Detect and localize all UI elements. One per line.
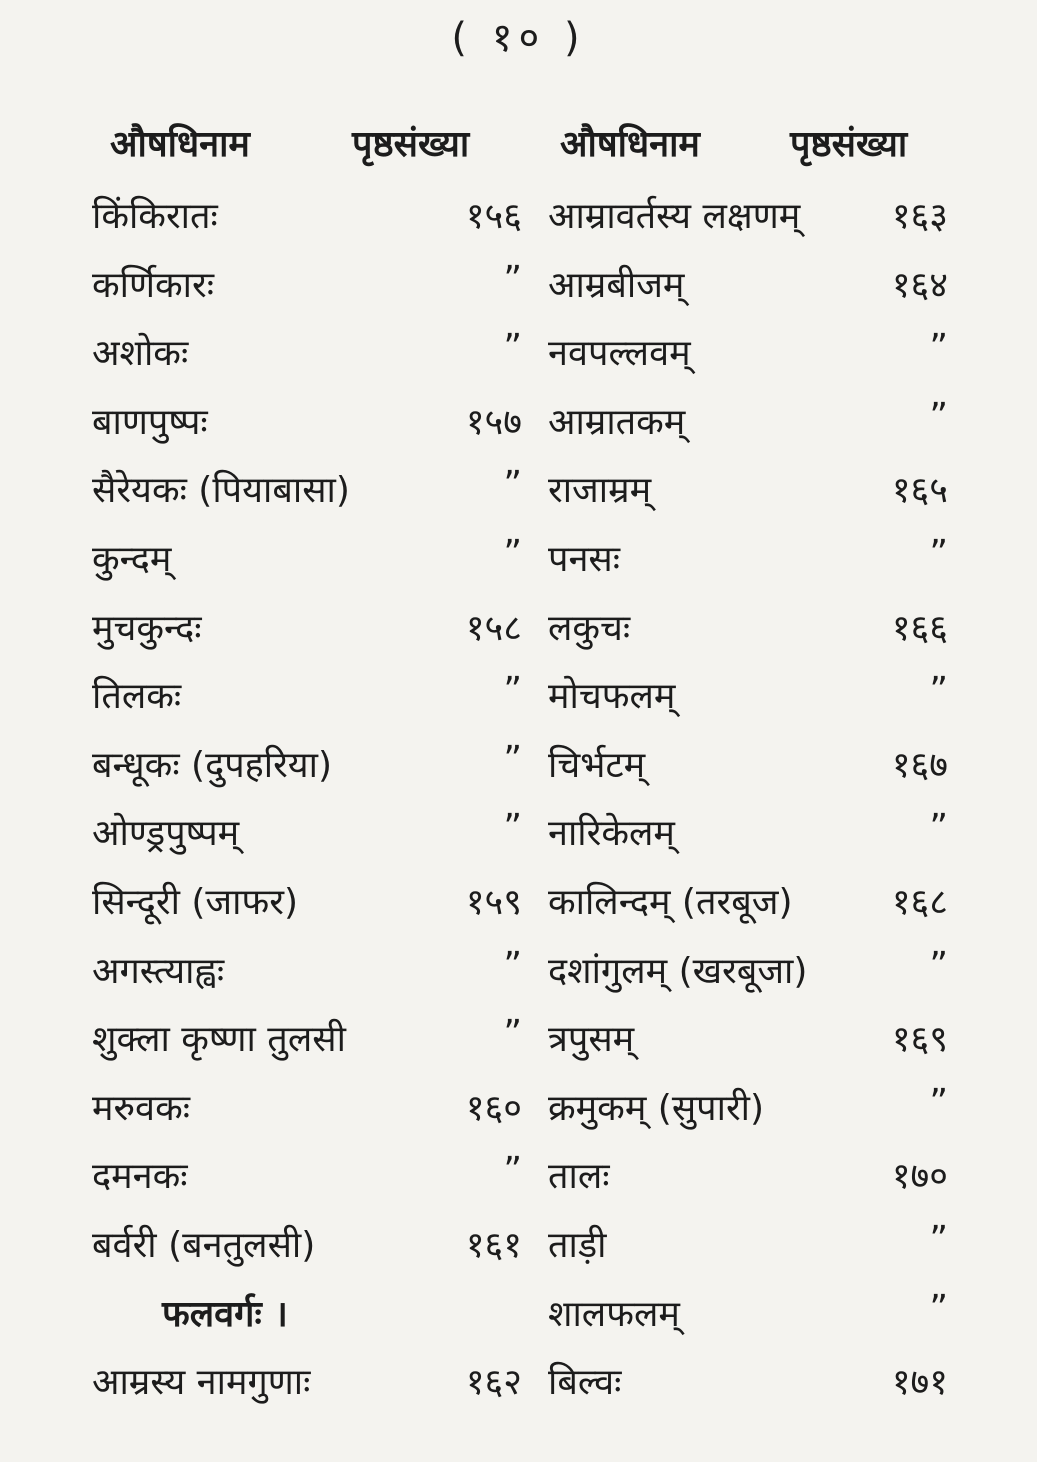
entry-name: कुन्दम् xyxy=(92,538,172,580)
entry-name: मोचफलम् xyxy=(548,676,676,718)
entry-name: चिर्भटम् xyxy=(548,744,646,786)
index-row xyxy=(92,945,522,1014)
entry-page-number: १७० xyxy=(891,1156,948,1198)
page-number: ( १० ) xyxy=(451,15,586,61)
index-row xyxy=(92,1356,522,1425)
header-right-name: औषधिनाम xyxy=(560,124,700,165)
entry-name: नारिकेलम् xyxy=(548,813,675,855)
entry-name: सिन्दूरी (जाफर) xyxy=(92,881,298,923)
entry-name: कर्णिकारः xyxy=(92,264,214,306)
index-row xyxy=(92,396,522,465)
index-row xyxy=(92,1288,522,1357)
entry-page-number: ” xyxy=(929,670,948,712)
index-row xyxy=(548,464,948,533)
entry-page-number: ” xyxy=(503,670,522,712)
entry-page-number: १६९ xyxy=(891,1019,948,1061)
index-row xyxy=(92,327,522,396)
entry-name: राजाम्रम् xyxy=(548,470,652,512)
index-row xyxy=(92,533,522,602)
entry-name: कालिन्दम् (तरबूज) xyxy=(548,881,793,923)
entry-name: दशांगुलम् (खरबूजा) xyxy=(548,950,808,992)
entry-page-number: ” xyxy=(929,1081,948,1123)
index-row xyxy=(548,876,948,945)
entry-page-number: १६५ xyxy=(891,470,948,512)
right-index-column xyxy=(548,190,948,1425)
entry-page-number: ” xyxy=(929,532,948,574)
entry-page-number: ” xyxy=(929,395,948,437)
entry-page-number: ” xyxy=(929,1218,948,1260)
index-row xyxy=(548,1219,948,1288)
entry-page-number: १६३ xyxy=(891,196,948,237)
index-row xyxy=(92,876,522,945)
left-index-column xyxy=(92,190,522,1425)
index-row xyxy=(548,1082,948,1151)
entry-page-number: १५९ xyxy=(465,881,522,923)
entry-name: त्रपुसम् xyxy=(548,1019,635,1061)
index-row xyxy=(548,1288,948,1357)
entry-name: ताड़ी xyxy=(548,1224,607,1266)
entry-name: बिल्वः xyxy=(548,1362,622,1404)
index-row xyxy=(548,807,948,876)
entry-name: किंकिरातः xyxy=(92,196,218,237)
entry-name: आम्रावर्तस्य लक्षणम् xyxy=(548,196,801,237)
entry-name: मरुवकः xyxy=(92,1087,190,1129)
index-row xyxy=(92,739,522,808)
entry-page-number: १५६ xyxy=(465,196,522,237)
entry-name: तालः xyxy=(548,1156,610,1198)
entry-page-number: १५८ xyxy=(465,607,522,649)
entry-page-number: ” xyxy=(503,327,522,369)
index-row xyxy=(548,670,948,739)
entry-page-number: ” xyxy=(503,464,522,506)
entry-name: अगस्त्याह्वः xyxy=(92,950,225,992)
index-row xyxy=(548,327,948,396)
entry-page-number: ” xyxy=(503,1150,522,1192)
entry-page-number: १५७ xyxy=(465,401,522,443)
entry-page-number: ” xyxy=(503,738,522,780)
index-row xyxy=(548,1356,948,1425)
entry-page-number: १६६ xyxy=(891,607,948,649)
entry-name: क्रमुकम् (सुपारी) xyxy=(548,1087,765,1129)
entry-name: आम्रातकम् xyxy=(548,401,686,443)
index-row xyxy=(92,190,522,259)
entry-page-number: १७१ xyxy=(891,1362,948,1404)
index-row xyxy=(548,1013,948,1082)
entry-page-number: १६७ xyxy=(891,744,948,786)
index-row xyxy=(92,1219,522,1288)
index-row xyxy=(92,602,522,671)
entry-name: लकुचः xyxy=(548,607,631,649)
entry-page-number: ” xyxy=(503,807,522,849)
index-row xyxy=(548,259,948,328)
index-row xyxy=(92,259,522,328)
entry-page-number: ” xyxy=(503,532,522,574)
index-row xyxy=(548,739,948,808)
index-row xyxy=(92,1082,522,1151)
entry-page-number: ” xyxy=(929,807,948,849)
entry-page-number: ” xyxy=(503,258,522,300)
entry-page-number: १६४ xyxy=(891,264,948,306)
entry-name: बन्धूकः (दुपहरिया) xyxy=(92,744,333,786)
index-row xyxy=(548,945,948,1014)
header-left-page: पृष्ठसंख्या xyxy=(352,124,470,165)
entry-name: नवपल्लवम् xyxy=(548,333,691,375)
index-row xyxy=(92,670,522,739)
index-row xyxy=(548,533,948,602)
entry-page-number: १६२ xyxy=(465,1362,522,1404)
entry-name: आम्रबीजम् xyxy=(548,264,685,306)
index-row xyxy=(92,464,522,533)
entry-name: आम्रस्य नामगुणाः xyxy=(92,1362,311,1404)
entry-name: शुक्ला कृष्णा तुलसी xyxy=(92,1019,346,1061)
entry-page-number: ” xyxy=(503,1013,522,1055)
entry-name: पनसः xyxy=(548,538,621,580)
entry-name: फलवर्गः । xyxy=(162,1293,288,1335)
index-row xyxy=(548,190,948,259)
index-row xyxy=(92,1013,522,1082)
entry-name: अशोकः xyxy=(92,333,189,375)
index-row xyxy=(548,1150,948,1219)
index-row xyxy=(92,807,522,876)
entry-page-number: ” xyxy=(929,1287,948,1329)
entry-page-number: १६० xyxy=(465,1087,522,1129)
entry-name: बर्वरी (बनतुलसी) xyxy=(92,1224,316,1266)
index-row xyxy=(92,1150,522,1219)
entry-page-number: १६८ xyxy=(891,881,948,923)
header-right-page: पृष्ठसंख्या xyxy=(790,124,908,165)
entry-name: ओण्ड्रपुष्पम् xyxy=(92,813,240,855)
entry-page-number: ” xyxy=(929,327,948,369)
entry-name: दमनकः xyxy=(92,1156,188,1198)
header-left-name: औषधिनाम xyxy=(110,124,250,165)
entry-name: शालफलम् xyxy=(548,1293,680,1335)
entry-name: मुचकुन्दः xyxy=(92,607,202,649)
entry-page-number: ” xyxy=(503,944,522,986)
entry-name: बाणपुष्पः xyxy=(92,401,208,443)
entry-name: तिलकः xyxy=(92,676,182,718)
index-row xyxy=(548,602,948,671)
entry-name: सैरेयकः (पियाबासा) xyxy=(92,470,350,512)
index-row xyxy=(548,396,948,465)
entry-page-number: १६१ xyxy=(465,1224,522,1266)
entry-page-number: ” xyxy=(929,944,948,986)
